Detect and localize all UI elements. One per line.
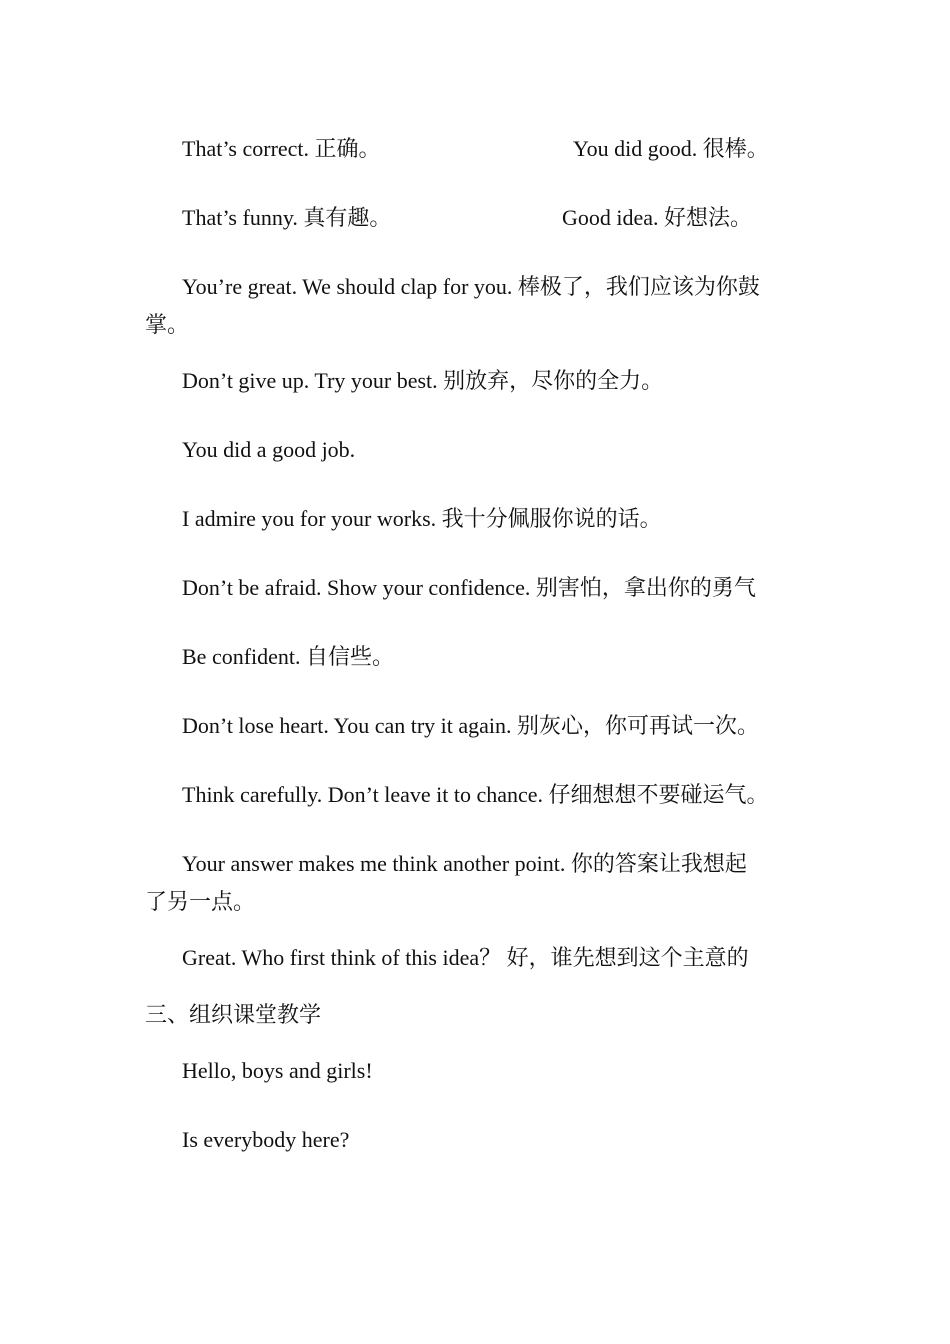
phrase-who-first: Great. Who first think of this idea？ 好，谁先想到这个主意的: [182, 945, 749, 970]
phrase-everybody: Is everybody here?: [182, 1127, 350, 1152]
phrase-dont-give-up: Don’t give up. Try your best. 别放弃，尽你的全力。: [182, 368, 664, 393]
phrase-did-good: You did good. 很棒。: [573, 136, 769, 161]
phrase-be-confident: Be confident. 自信些。: [182, 644, 395, 669]
phrase-admire: I admire you for your works. 我十分佩服你说的话。: [182, 506, 662, 531]
phrase-hello: Hello, boys and girls!: [182, 1058, 373, 1083]
phrase-good-idea: Good idea. 好想法。: [562, 205, 753, 230]
section-heading: 三、组织课堂教学: [145, 1002, 322, 1027]
phrase-good-job: You did a good job.: [182, 437, 356, 462]
phrase-funny: That’s funny. 真有趣。: [182, 205, 392, 230]
phrase-another-point-continued: 了另一点。: [145, 889, 256, 914]
phrase-dont-be-afraid: Don’t be afraid. Show your confidence. 别害怕，拿出你的勇气: [182, 575, 756, 600]
phrase-correct: That’s correct. 正确。: [182, 136, 381, 161]
phrase-great-clap-continued: 掌。: [145, 312, 190, 337]
phrase-great-clap: You’re great. We should clap for you. 棒极了，我们应该为你鼓: [182, 274, 760, 299]
phrase-another-point: Your answer makes me think another point. 你的答案让我想起: [182, 851, 747, 876]
phrase-think-carefully: Think carefully. Don’t leave it to chance. 仔细想想不要碰运气。: [182, 782, 769, 807]
phrase-dont-lose-heart: Don’t lose heart. You can try it again. 别灰心，你可再试一次。: [182, 713, 760, 738]
